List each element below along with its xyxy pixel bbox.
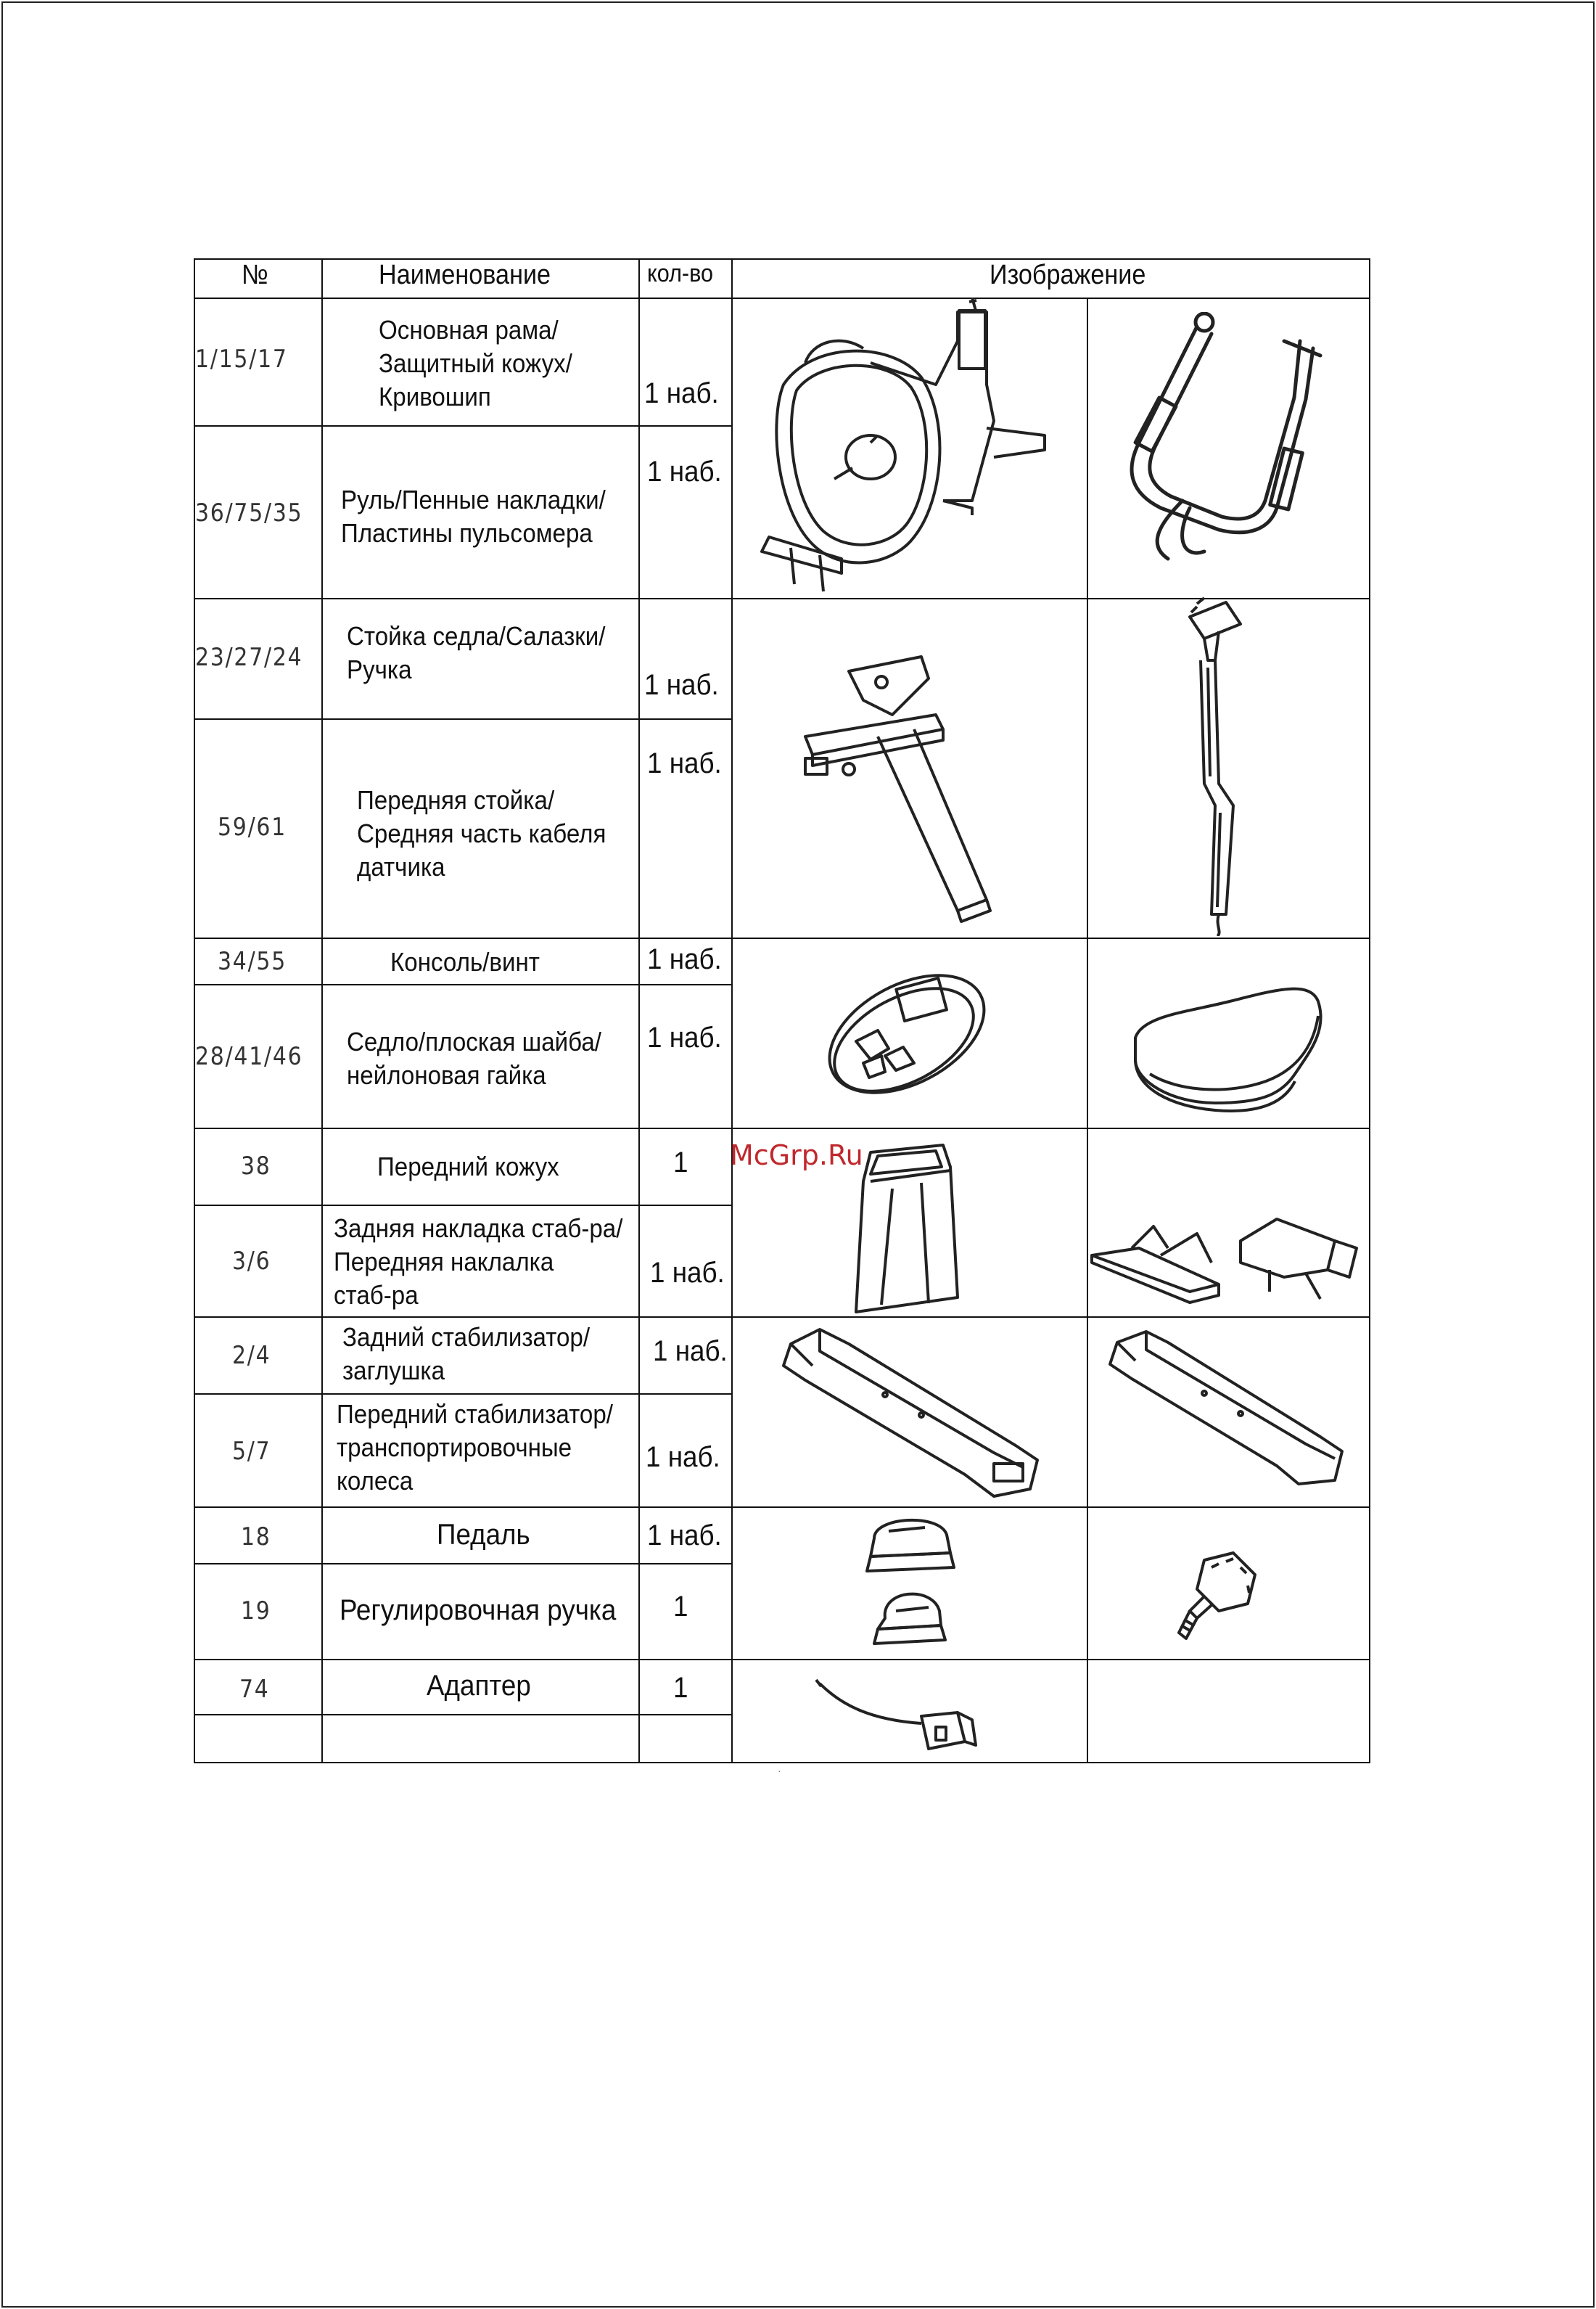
header-no: № xyxy=(242,260,268,290)
row-qty: 1 наб. xyxy=(653,1335,728,1367)
row-qty: 1 наб. xyxy=(644,669,719,701)
row-qty: 1 наб. xyxy=(647,1519,722,1551)
row-name: Руль/Пенные накладки/ Пластины пульсомера xyxy=(341,485,606,548)
row-no: 18 xyxy=(241,1522,271,1551)
front-stabilizer-drawing xyxy=(1103,1328,1349,1502)
row-no: 74 xyxy=(239,1675,270,1704)
row-no: 2/4 xyxy=(232,1341,271,1370)
rear-stabilizer-drawing xyxy=(776,1322,1045,1504)
main-frame-drawing xyxy=(754,298,1059,595)
row-name: Задняя накладка стаб-ра/ Передняя наклалка стаб-ра xyxy=(334,1213,623,1310)
row-qty: 1 наб. xyxy=(650,1257,725,1289)
page-mark: · xyxy=(778,1765,781,1776)
pedals-drawing xyxy=(860,1509,968,1647)
row-no: 28/41/46 xyxy=(195,1042,303,1071)
row-qty: 1 xyxy=(673,1591,688,1623)
front-post-drawing xyxy=(1175,595,1255,936)
row-no: 34/55 xyxy=(218,947,287,976)
header-name: Наименование xyxy=(379,260,551,290)
row-no: 23/27/24 xyxy=(195,643,303,672)
row-name: Стойка седла/Салазки/ Ручка xyxy=(347,621,606,684)
row-qty: 1 наб. xyxy=(646,1441,720,1473)
row-name: Передний стабилизатор/ транспортировочные колеса xyxy=(337,1399,613,1496)
row-qty: 1 наб. xyxy=(644,377,719,409)
row-no: 1/15/17 xyxy=(195,345,288,374)
row-name: Регулировочная ручка xyxy=(340,1594,617,1626)
adapter-drawing xyxy=(813,1676,1001,1763)
row-no: 19 xyxy=(241,1596,271,1625)
row-no: 59/61 xyxy=(218,813,287,842)
stabilizer-covers-drawing xyxy=(1088,1205,1364,1313)
row-qty: 1 наб. xyxy=(647,1022,722,1054)
row-qty: 1 наб. xyxy=(647,943,722,975)
row-name: Передняя стойка/ Средняя часть кабеля датчика xyxy=(357,785,606,882)
handlebar-drawing xyxy=(1117,312,1335,588)
row-no: 38 xyxy=(241,1152,271,1181)
seat-slider-drawing xyxy=(791,649,1030,925)
watermark: McGrp.Ru xyxy=(730,1139,863,1171)
row-name: Консоль/винт xyxy=(390,947,540,977)
row-name: Адаптер xyxy=(427,1670,531,1702)
row-name: Основная рама/ Защитный кожух/ Кривошип xyxy=(379,315,572,411)
row-name: Педаль xyxy=(437,1519,530,1551)
row-qty: 1 xyxy=(673,1147,688,1178)
row-name: Седло/плоская шайба/ нейлоновая гайка xyxy=(347,1027,601,1090)
row-no: 5/7 xyxy=(232,1437,271,1466)
saddle-drawing xyxy=(1128,972,1331,1117)
row-name: Передний кожух xyxy=(377,1152,559,1181)
row-qty: 1 наб. xyxy=(647,747,722,779)
header-image: Изображение xyxy=(990,260,1146,290)
row-qty: 1 xyxy=(673,1672,688,1704)
row-no: 3/6 xyxy=(232,1247,271,1276)
adjustment-knob-drawing xyxy=(1168,1546,1262,1647)
row-no: 36/75/35 xyxy=(195,499,303,528)
row-qty: 1 наб. xyxy=(647,456,722,488)
console-drawing xyxy=(820,961,994,1107)
header-qty: кол-во xyxy=(647,260,714,287)
row-name: Задний стабилизатор/ заглушка xyxy=(342,1322,591,1385)
